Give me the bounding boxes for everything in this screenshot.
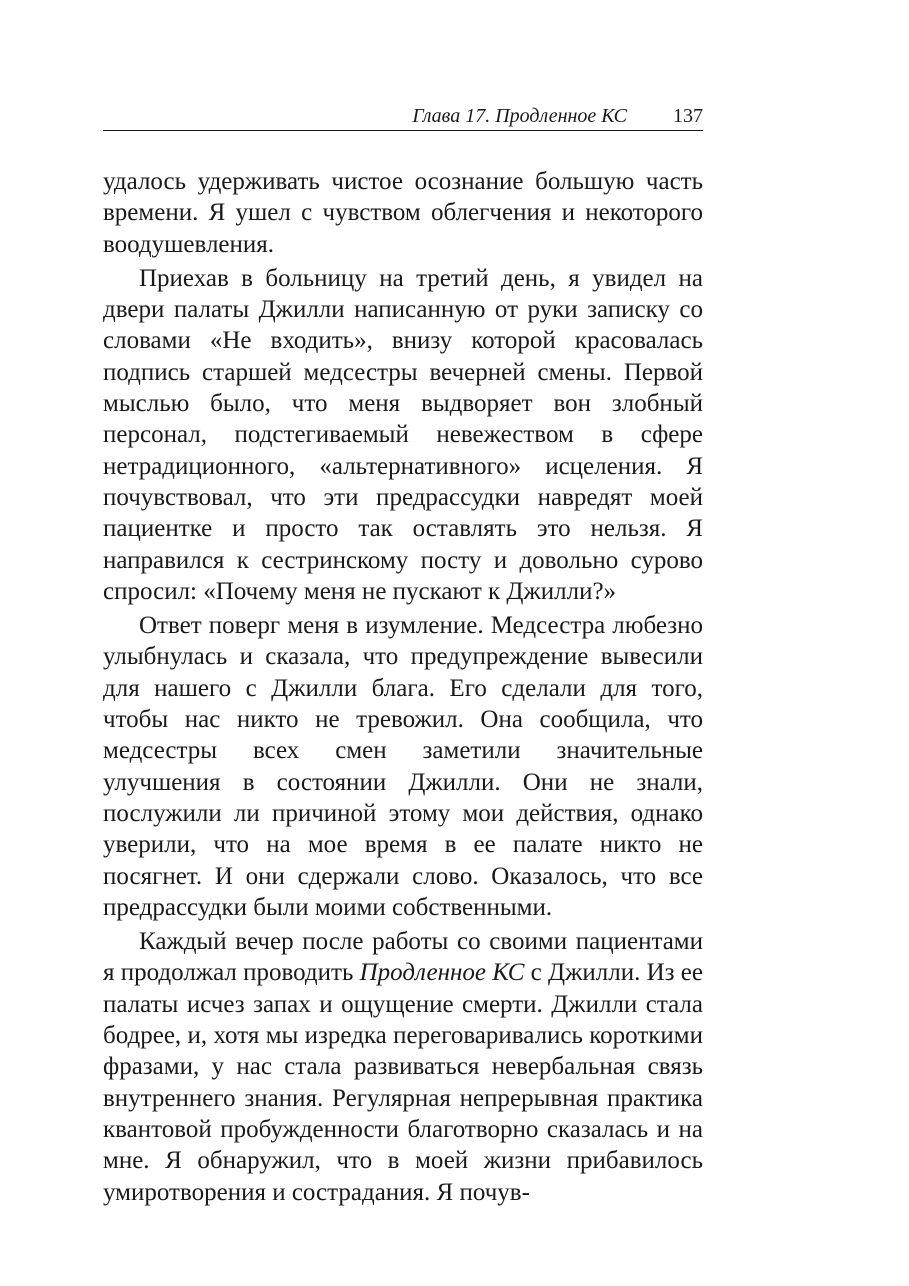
- emphasis-practice-name: Продленное КС: [359, 959, 525, 987]
- running-header: [103, 104, 703, 131]
- paragraph-evening-practice: [103, 926, 703, 1208]
- paragraph-text: Каждый вечер после работы со своими пациентами я продолжал проводить: [103, 928, 703, 987]
- paragraph-hospital-note: Приехав в больницу на третий день, я увидел на двери палаты Джилли написанную от руки записку со словами «Не входить», внизу которой красовалась подпись старшей медсестры вечерней смены. Первой мыслью было, что меня выдворяет вон злобный персонал, подстегиваемый невежеством в сфере нетрадиционного, «альтернативного» исцеления. Я почувствовал, что эти предрассудки навредят моей пациентке и просто так оставлять это нельзя. Я направился к сестринскому посту и довольно сурово спросил: «Почему меня не пускают к Джилли?»: [103, 264, 703, 605]
- chapter-title: Глава 17. Продленное КС: [412, 105, 627, 127]
- body-text: [103, 166, 703, 1211]
- paragraph-nurse-answer: Ответ поверг меня в изумление. Медсестра любезно улыбнулась и сказала, что предупреждение вывесили для нашего с Джилли блага. Его сделали для того, чтобы нас никто не тревожил. Она сообщила, что медсестры всех смен заметили значительные улучшения в состоянии Джилли. Они не знали, послужили ли причиной этому мои действия, однако уверили, что на мое время в ее палате никто не посягнет. И они сдержали слово. Оказалось, что все предрассудки были моими собственными.: [103, 612, 703, 921]
- paragraph-continued: удалось удерживать чистое осознание большую часть времени. Я ушел с чувством облегчения и некоторого воодушевления.: [103, 168, 703, 258]
- page-number: 137: [673, 105, 703, 127]
- paragraph-text: с Джилли. Из ее палаты исчез запах и ощущение смерти. Джилли стала бодрее, и, хотя мы изредка переговаривались короткими фразами, у нас стала развиваться невербальная связь внутреннего знания. Регулярная непрерывная практика квантовой пробужденности благотворно сказалась и на мне. Я обнаружил, что в моей жизни прибавилось умиротворения и сострадания. Я почув-: [103, 959, 703, 1206]
